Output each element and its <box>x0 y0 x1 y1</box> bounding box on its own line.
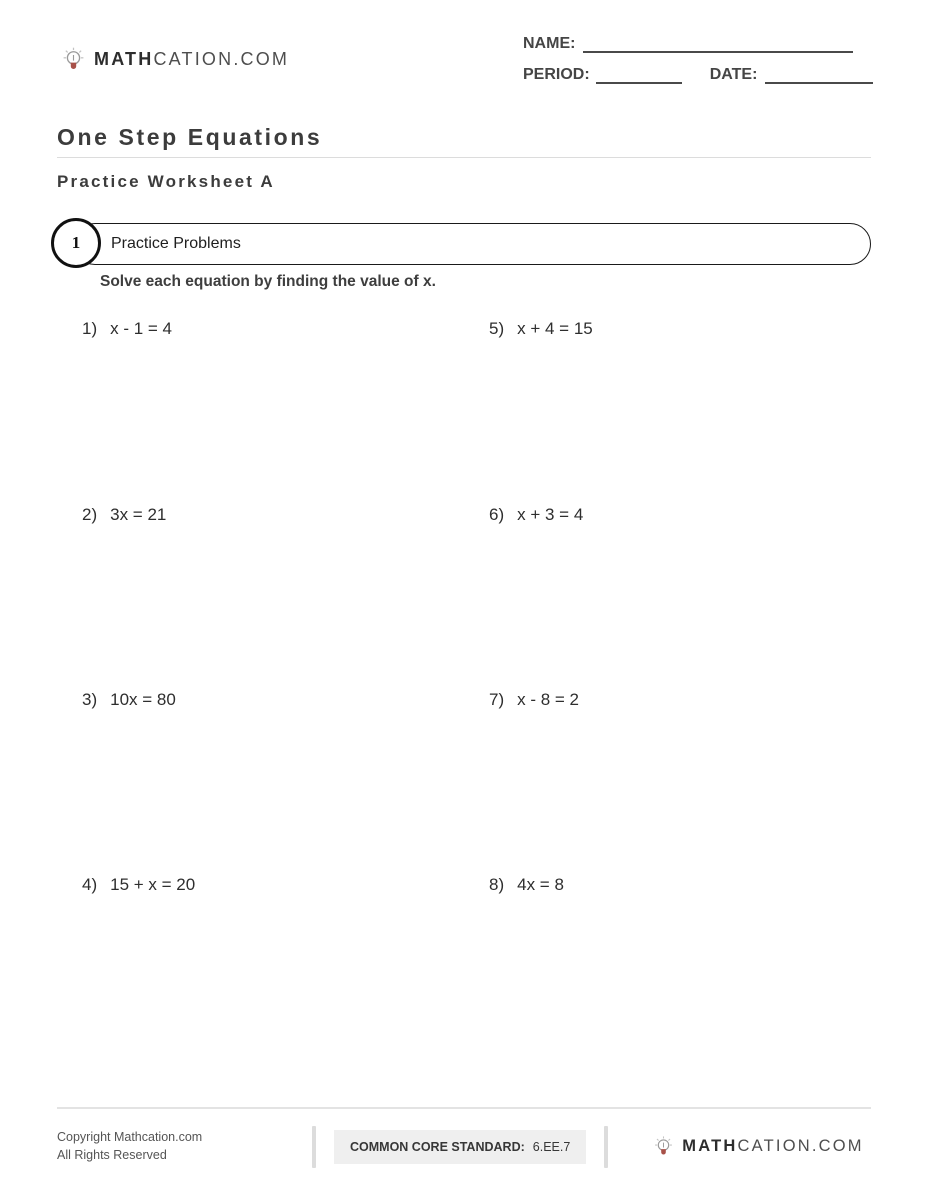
problem-6 <box>489 505 583 525</box>
problem-4 <box>82 875 195 895</box>
footer-divider-right <box>604 1126 608 1168</box>
problem-number: 8) <box>489 875 505 894</box>
copyright-line2: All Rights Reserved <box>57 1147 167 1162</box>
period-blank-line <box>596 64 682 84</box>
date-label: DATE: <box>709 66 758 83</box>
problem-number: 1) <box>82 319 98 338</box>
common-core-standard-box <box>334 1130 586 1164</box>
logo-text-bold: MATH <box>682 1137 738 1155</box>
problem-number: 7) <box>489 690 505 709</box>
logo-text <box>94 49 289 70</box>
problem-equation: x - 8 = 2 <box>517 690 580 709</box>
problem-equation: x + 4 = 15 <box>517 319 593 338</box>
copyright-line1: Copyright Mathcation.com <box>57 1130 203 1144</box>
footer <box>57 1107 871 1184</box>
problem-1 <box>82 319 172 339</box>
header-logo <box>60 46 289 73</box>
problem-number: 6) <box>489 505 505 524</box>
logo-text <box>682 1137 863 1156</box>
student-fields <box>523 33 873 95</box>
standard-label: COMMON CORE STANDARD: <box>350 1139 525 1154</box>
name-row <box>523 33 873 53</box>
logo-text-light: CATION.COM <box>737 1137 864 1155</box>
lightbulb-icon <box>60 46 87 73</box>
title-divider <box>57 157 871 158</box>
section-instruction: Solve each equation by finding the value of x. <box>100 273 436 290</box>
section-number-badge: 1 <box>51 218 101 268</box>
problem-equation: 3x = 21 <box>110 505 167 524</box>
problem-equation: x - 1 = 4 <box>110 319 173 338</box>
page-title: One Step Equations <box>57 124 323 150</box>
standard-value: 6.EE.7 <box>532 1139 571 1154</box>
problem-number: 2) <box>82 505 98 524</box>
worksheet-subtitle: Practice Worksheet A <box>57 172 275 191</box>
logo-text-light: CATION.COM <box>153 49 290 69</box>
problem-number: 3) <box>82 690 98 709</box>
name-label: NAME: <box>523 35 576 52</box>
footer-divider-left <box>312 1126 316 1168</box>
copyright-text <box>57 1129 312 1164</box>
problem-equation: 4x = 8 <box>517 875 564 894</box>
problem-8 <box>489 875 564 895</box>
date-blank-line <box>765 64 873 84</box>
lightbulb-icon <box>652 1135 675 1158</box>
name-blank-line <box>583 33 853 53</box>
section-label: Practice Problems <box>111 235 241 252</box>
problem-equation: x + 3 = 4 <box>517 505 584 524</box>
problem-5 <box>489 319 593 339</box>
problem-3 <box>82 690 176 710</box>
footer-logo <box>652 1135 863 1158</box>
problem-equation: 15 + x = 20 <box>110 875 196 894</box>
problem-equation: 10x = 80 <box>110 690 176 709</box>
problem-number: 5) <box>489 319 505 338</box>
period-date-row <box>523 64 873 84</box>
problem-7 <box>489 690 579 710</box>
period-label: PERIOD: <box>523 66 590 83</box>
section-header-box <box>74 223 871 265</box>
problem-2 <box>82 505 166 525</box>
logo-text-bold: MATH <box>94 49 154 69</box>
problem-number: 4) <box>82 875 98 894</box>
